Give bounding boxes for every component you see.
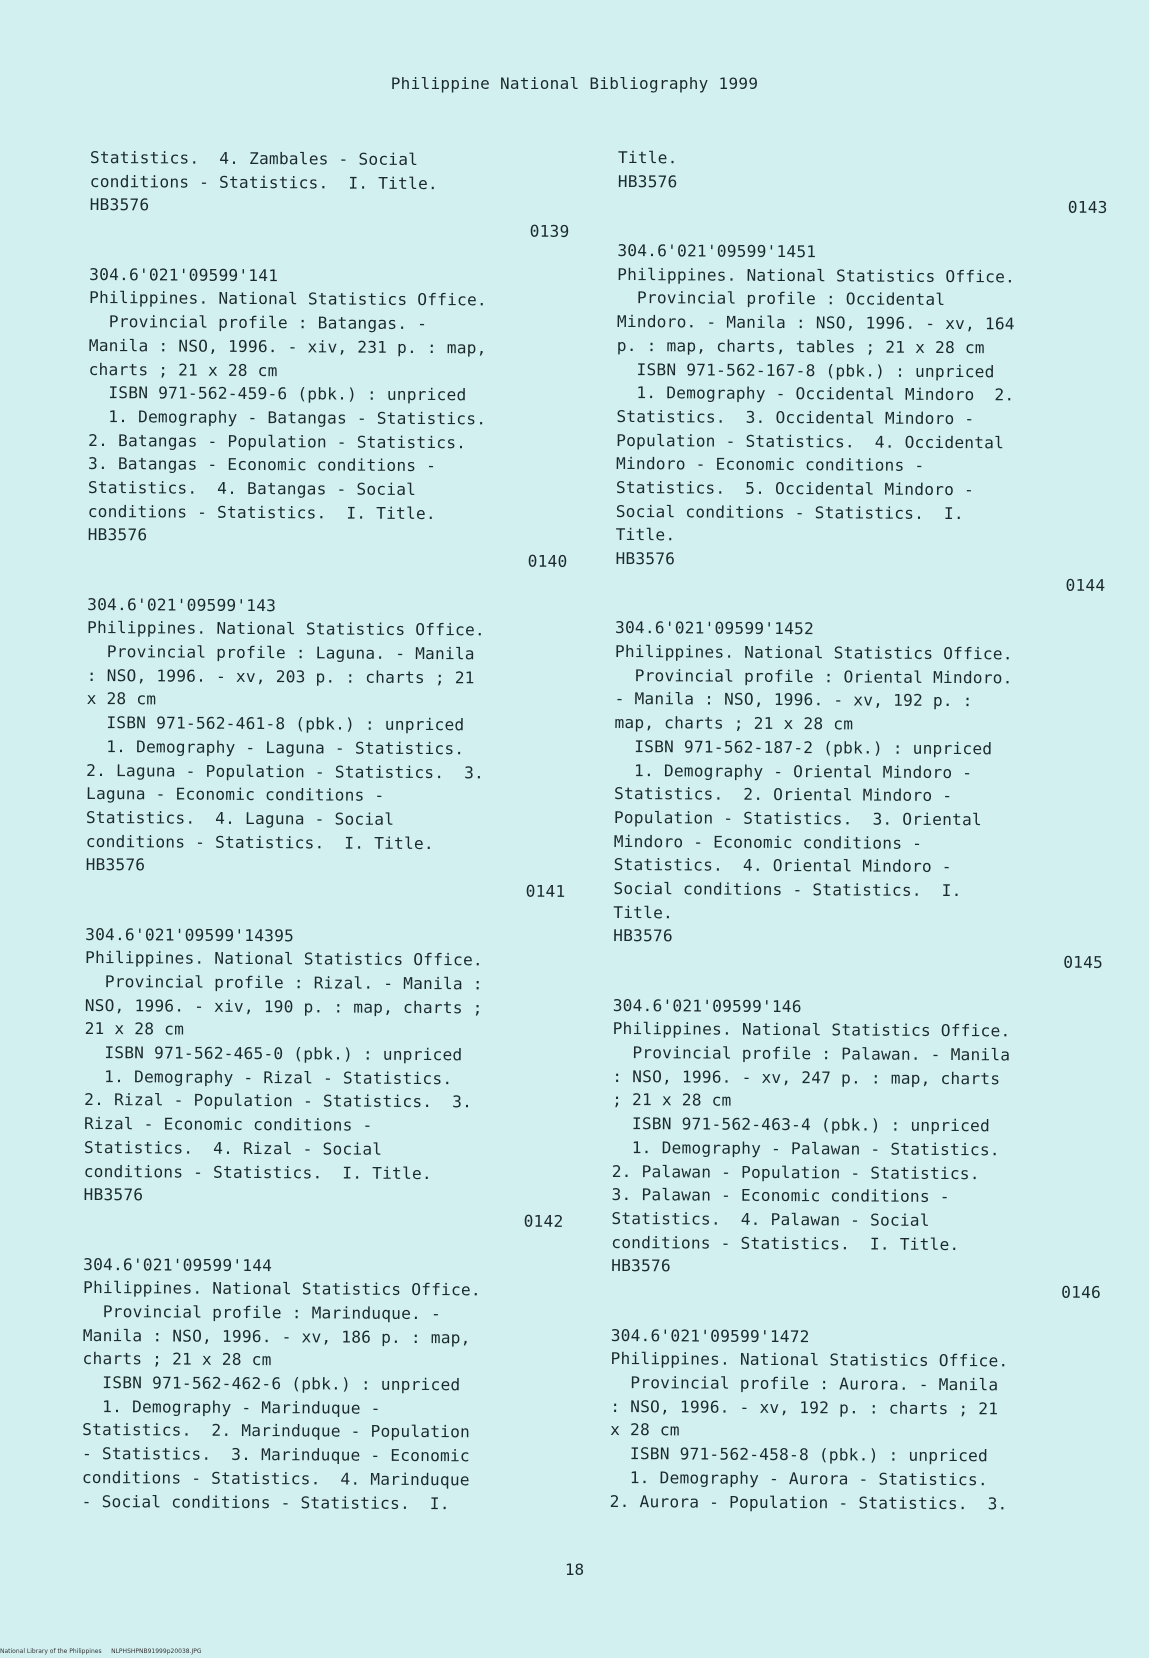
entry-line: 2. Batangas - Population - Statistics. [88, 430, 467, 452]
entry-line: 1. Demography - Laguna - Statistics. [86, 736, 465, 759]
entry-line: 304.6'021'09599'14395 [85, 924, 295, 945]
entry-line: : NSO, 1996. - xv, 203 p. : charts ; 21 [86, 665, 475, 688]
bibliography-entry [82, 1253, 564, 1516]
bibliography-entry [618, 146, 1108, 220]
entry-number: 0146 [1061, 1282, 1102, 1302]
entry-line: 1. Demography - Rizal - Statistics. [84, 1066, 453, 1089]
entry-line: HB3576 [613, 926, 673, 946]
entry-line: 304.6'021'09599'143 [87, 594, 277, 615]
entry-line: Provincial profile : Marinduque. - [82, 1301, 441, 1324]
entry-line: Statistics. 2. Marinduque - Population [82, 1420, 471, 1442]
entry-number: 0141 [525, 881, 566, 901]
entry-line: ISBN 971-562-458-8 (pbk.) : unpriced [609, 1444, 989, 1466]
entry-line: 2. Rizal - Population - Statistics. 3. [84, 1090, 473, 1112]
bibliography-entry [89, 146, 570, 244]
entry-line: Title. [617, 147, 678, 168]
entry-line: Provincial profile : Rizal. - Manila : [84, 972, 483, 994]
entry-line: : NSO, 1996. - xv, 247 p. : map, charts [612, 1066, 1001, 1089]
bibliography-entry [611, 994, 1103, 1305]
entry-line: Population - Statistics. 4. Occidental [616, 430, 1005, 452]
entry-number: 0144 [1065, 575, 1106, 595]
entry-line: Philippines. National Statistics Office. [84, 948, 483, 970]
entry-line: Population - Statistics. 3. Oriental [613, 807, 982, 830]
right-column [610, 146, 1108, 1538]
entry-line: Philippines. National Statistics Office. [617, 264, 1016, 287]
entry-line: Statistics. 4. Zambales - Social [89, 147, 419, 170]
entry-number: 0140 [527, 551, 568, 571]
entry-line: Philippines. National Statistics Office. [612, 1019, 1011, 1041]
entry-line: Title. [613, 902, 674, 923]
entry-line: Statistics. 5. Occidental Mindoro - [615, 477, 975, 500]
entry-line: 1. Demography - Batangas - Statistics. [88, 406, 487, 429]
entry-line: 304.6'021'09599'146 [612, 995, 802, 1016]
left-column [82, 146, 570, 1538]
bibliography-entry [83, 923, 565, 1234]
entry-line: Rizal - Economic conditions - [83, 1114, 373, 1135]
entry-line: Provincial profile : Laguna. - Manila [86, 642, 475, 664]
entry-line: x 28 cm [610, 1420, 680, 1440]
bibliography-entry [85, 593, 567, 904]
entry-line: : NSO, 1996. - xv, 192 p. : charts ; 21 [610, 1396, 999, 1419]
entry-line: Mindoro - Economic conditions - [616, 454, 925, 476]
entry-line: 21 x 28 cm [84, 1019, 185, 1040]
entry-line: Manila : NSO, 1996. - xiv, 231 p. : map, [88, 335, 487, 358]
entry-line: conditions - Statistics. I. Title. [87, 501, 436, 523]
entry-line: ISBN 971-562-465-0 (pbk.) : unpriced [84, 1043, 463, 1065]
entry-number: 0145 [1063, 952, 1104, 973]
entry-line: charts ; 21 x 28 cm [82, 1349, 272, 1370]
entry-line: NSO, 1996. - xiv, 190 p. : map, charts ; [84, 995, 483, 1018]
entry-line: 1. Demography - Marinduque - [82, 1396, 381, 1418]
entry-line: Manila : NSO, 1996. - xv, 186 p. : map, [82, 1325, 471, 1348]
entry-line: Provincial profile : Occidental [617, 288, 946, 310]
entry-number: 0139 [529, 221, 570, 241]
entry-line: ISBN 971-562-187-2 (pbk.) : unpriced [614, 736, 993, 759]
entry-line: ISBN 971-562-459-6 (pbk.) : unpriced [88, 383, 467, 405]
entry-line: Social conditions - Statistics. I. [615, 501, 964, 523]
entry-line: Philippines. National Statistics Office. [610, 1349, 1009, 1371]
entry-line: 1. Demography - Oriental Mindoro - [614, 760, 973, 782]
entry-line: - Statistics. 3. Marinduque - Economic [81, 1444, 470, 1466]
entry-line: 1. Demography - Palawan - Statistics. [611, 1137, 1000, 1160]
entry-line: Mindoro - Economic conditions - [613, 831, 923, 853]
entry-line: 2. Aurora - Population - Statistics. 3. [609, 1491, 1008, 1513]
entry-line: Philippines. National Statistics Office. [89, 288, 487, 310]
entry-line: Statistics. 4. Batangas - Social [87, 477, 417, 499]
entry-line: ISBN 971-562-167-8 (pbk.) : unpriced [616, 359, 995, 381]
entry-line: conditions - Statistics. I. Title. [85, 831, 434, 853]
entry-line: p. : map, charts, tables ; 21 x 28 cm [616, 335, 985, 358]
entry-line: HB3576 [617, 171, 678, 192]
entry-line: 2. Palawan - Population - Statistics. [611, 1161, 980, 1183]
page-header: Philippine National Bibliography 1999 [390, 74, 759, 93]
entry-line: Statistics. 3. Occidental Mindoro - [616, 406, 975, 429]
entry-line: Statistics. 4. Rizal - Social [83, 1137, 383, 1159]
entry-line: 304.6'021'09599'141 [89, 264, 279, 285]
bibliography-entry [610, 1324, 1101, 1516]
entry-line: 304.6'021'09599'144 [83, 1254, 273, 1275]
entry-line: conditions - Statistics. 4. Marinduque [81, 1467, 470, 1490]
entry-line: HB3576 [89, 195, 150, 215]
entry-line: HB3576 [87, 525, 148, 545]
entry-line: Mindoro. - Manila : NSO, 1996. - xv, 164 [616, 312, 1015, 334]
entry-line: Provincial profile : Batangas. - [88, 312, 428, 334]
entry-line: 304.6'021'09599'1472 [610, 1325, 810, 1346]
entry-line: Statistics. 4. Laguna - Social [85, 807, 395, 829]
entry-line: conditions - Statistics. I. Title. [83, 1161, 432, 1183]
entry-line: map, charts ; 21 x 28 cm [614, 713, 854, 734]
entry-line: conditions - Statistics. I. Title. [611, 1232, 960, 1254]
entry-line: Title. [615, 525, 676, 545]
entry-line: 304.6'021'09599'1452 [614, 618, 815, 639]
entry-line: - Manila : NSO, 1996. - xv, 192 p. : [614, 689, 973, 711]
entry-line: Laguna - Economic conditions - [85, 784, 385, 806]
entry-line: 1. Demography - Occidental Mindoro 2. [616, 383, 1015, 405]
page-number: 18 [564, 1560, 585, 1579]
entry-line: 3. Batangas - Economic conditions - [88, 454, 437, 476]
entry-line: Provincial profile : Palawan. - Manila [612, 1043, 1011, 1065]
entry-line: Statistics. 2. Oriental Mindoro - [613, 784, 953, 806]
entry-line: ISBN 971-562-462-6 (pbk.) : unpriced [82, 1373, 461, 1395]
bibliography-entry [613, 616, 1105, 974]
entry-line: 3. Palawan - Economic conditions - [611, 1185, 950, 1207]
entry-line: HB3576 [83, 1185, 144, 1205]
entry-line: Statistics. 4. Oriental Mindoro - [613, 855, 952, 877]
entry-line: ISBN 971-562-463-4 (pbk.) : unpriced [611, 1114, 991, 1136]
entry-line: Social conditions - Statistics. I. [613, 878, 962, 901]
entry-number: 0142 [523, 1211, 564, 1231]
entry-line: ; 21 x 28 cm [612, 1090, 732, 1111]
entry-line: ISBN 971-562-461-8 (pbk.) : unpriced [86, 713, 465, 735]
entry-line: Statistics. 4. Palawan - Social [611, 1208, 930, 1230]
entry-line: HB3576 [611, 1256, 671, 1276]
entry-line: HB3576 [85, 855, 146, 875]
entry-number: 0143 [1067, 198, 1108, 218]
entry-line: Provincial profile : Aurora. - Manila [610, 1373, 999, 1395]
entry-line: conditions - Statistics. I. Title. [89, 171, 438, 193]
entry-line: HB3576 [615, 549, 676, 569]
entry-line: 2. Laguna - Population - Statistics. 3. [86, 760, 485, 782]
entry-line: Philippines. National Statistics Office. [614, 642, 1013, 664]
entry-line: Philippines. National Statistics Office. [86, 618, 485, 640]
entry-line: x 28 cm [86, 689, 157, 709]
bibliography-entry [615, 239, 1107, 597]
entry-line: Provincial profile : Oriental Mindoro. [614, 665, 1013, 688]
entry-line: charts ; 21 x 28 cm [88, 359, 278, 380]
bibliography-entry [87, 263, 569, 574]
entry-line: 1. Demography - Aurora - Statistics. [609, 1467, 988, 1490]
entry-line: Philippines. National Statistics Office. [82, 1278, 481, 1300]
entry-line: 304.6'021'09599'1451 [617, 241, 817, 262]
scan-footer: National Library of the Philippines NLPHSHPNB91999p20038.JPG [0, 1648, 202, 1655]
entry-line: - Social conditions - Statistics. I. [81, 1491, 450, 1513]
